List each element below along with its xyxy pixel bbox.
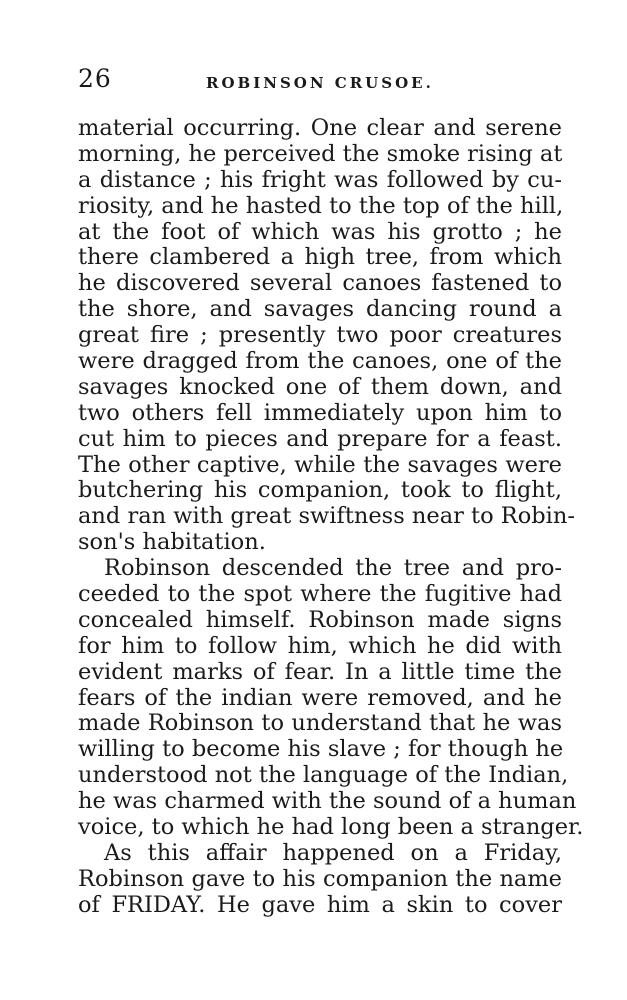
text-line: of FRIDAY. He gave him a skin to cover bbox=[78, 891, 562, 918]
text-line: he discovered several canoes fastened to bbox=[78, 270, 562, 297]
text-line: ceeded to the spot where the fugitive had bbox=[78, 581, 562, 608]
text-line: there clambered a high tree, from which bbox=[78, 244, 562, 271]
text-line: he was charmed with the sound of a human bbox=[78, 788, 577, 815]
text-line: concealed himself. Robinson made signs bbox=[78, 606, 562, 633]
text-line: for him to follow him, which he did with bbox=[78, 632, 562, 659]
text-line: As this affair happened on a Friday, bbox=[104, 839, 562, 866]
text-line: the shore, and savages dancing round a bbox=[78, 296, 562, 323]
page-number: 26 bbox=[78, 64, 112, 93]
text-line: made Robinson to understand that he was bbox=[78, 710, 562, 737]
text-line: The other captive, while the savages were bbox=[78, 451, 562, 478]
running-title: ROBINSON CRUSOE. bbox=[206, 74, 434, 92]
text-line: great fire ; presently two poor creatures bbox=[78, 322, 562, 349]
body-text bbox=[78, 115, 584, 919]
paragraph-1 bbox=[78, 115, 575, 556]
text-line: a distance ; his fright was followed by cu- bbox=[78, 166, 562, 193]
text-line: riosity, and he hasted to the top of the hill, bbox=[78, 192, 564, 219]
text-line: fears of the indian were removed, and he bbox=[78, 684, 562, 711]
text-line: two others fell immediately upon him to bbox=[78, 399, 562, 426]
text-line: savages knocked one of them down, and bbox=[78, 373, 562, 400]
text-line: were dragged from the canoes, one of the bbox=[78, 348, 562, 375]
text-line: Robinson gave to his companion the name bbox=[78, 865, 562, 892]
text-line: Robinson descended the tree and pro- bbox=[104, 555, 562, 582]
text-line: son's habitation. bbox=[78, 529, 266, 556]
paragraph-2 bbox=[78, 555, 584, 841]
text-line: material occurring. One clear and serene bbox=[78, 115, 562, 141]
page-header bbox=[78, 64, 562, 104]
text-line: butchering his companion, took to flight, bbox=[78, 477, 562, 504]
paragraph-3 bbox=[78, 841, 562, 919]
text-line: willing to become his slave ; for though he bbox=[78, 736, 564, 763]
text-line: cut him to pieces and prepare for a feast. bbox=[78, 425, 562, 452]
text-line: evident marks of fear. In a little time the bbox=[78, 658, 562, 685]
text-line: morning, he perceived the smoke rising at bbox=[78, 140, 563, 167]
text-line: understood not the language of the Indian, bbox=[78, 762, 569, 789]
text-line: at the foot of which was his grotto ; he bbox=[78, 218, 562, 245]
text-line: and ran with great swiftness near to Robin- bbox=[78, 503, 575, 530]
text-line: voice, to which he had long been a stranger. bbox=[78, 814, 584, 841]
